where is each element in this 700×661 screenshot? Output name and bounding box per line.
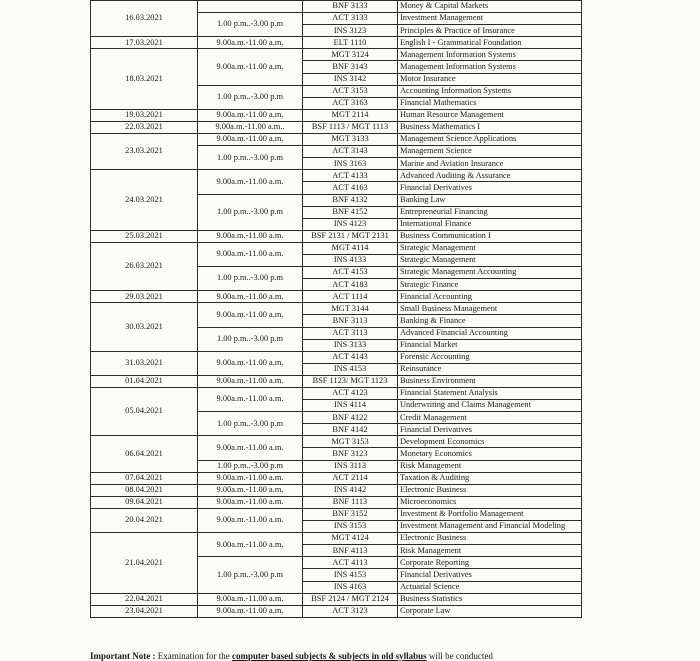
course-subject: Strategic Finance xyxy=(398,279,582,291)
course-code: INS 4153 xyxy=(303,569,398,581)
course-code: INS 3133 xyxy=(303,339,398,351)
course-code: INS 3163 xyxy=(303,158,398,170)
course-subject: Entrepreneurial Financing xyxy=(398,206,582,218)
exam-time: 1.00 p.m..-3.00 p.m xyxy=(198,194,303,230)
table-row xyxy=(91,37,582,49)
exam-date: 30.03.2021 xyxy=(91,303,198,351)
course-subject: Management Science Applications xyxy=(398,134,582,146)
course-code: MGT 3153 xyxy=(303,436,398,448)
course-subject: Electronic Business xyxy=(398,533,582,545)
course-subject: Management Science xyxy=(398,146,582,158)
course-subject: Financial Market xyxy=(398,339,582,351)
course-code: MGT 3144 xyxy=(303,303,398,315)
table-row xyxy=(91,351,582,363)
course-subject: Advanced Financial Accounting xyxy=(398,327,582,339)
course-code: MGT 3133 xyxy=(303,134,398,146)
course-subject: Human Resource Management xyxy=(398,109,582,121)
exam-date: 18.03.2021 xyxy=(91,49,198,109)
exam-timetable xyxy=(90,0,582,618)
exam-time: 9.00a.m.-11.00 a.m. xyxy=(198,242,303,266)
exam-date: 09.04.2021 xyxy=(91,496,198,508)
course-subject: Strategic Management Accounting xyxy=(398,267,582,279)
course-code: INS 4114 xyxy=(303,400,398,412)
exam-time: 9.00a.m.-11.00 a.m. xyxy=(198,109,303,121)
course-subject: Motor Insurance xyxy=(398,73,582,85)
exam-time: 9.00a.m.-11.00 a.m. xyxy=(198,593,303,605)
table-row xyxy=(91,242,582,254)
course-code: INS 3142 xyxy=(303,73,398,85)
course-subject: Investment Management and Financial Modeling xyxy=(398,521,582,533)
table-row xyxy=(91,593,582,605)
exam-date: 08.04.2021 xyxy=(91,484,198,496)
exam-time: 9.00a.m.-11.00 a.m. xyxy=(198,230,303,242)
exam-time: 9.00a.m.-11.00 a.m. xyxy=(198,436,303,460)
exam-time: 9.00a.m.-11.00 a.m. xyxy=(198,496,303,508)
table-row xyxy=(91,496,582,508)
course-subject: Strategic Management xyxy=(398,242,582,254)
course-code: MGT 3124 xyxy=(303,49,398,61)
course-subject: Advanced Auditing & Assurance xyxy=(398,170,582,182)
table-row xyxy=(91,303,582,315)
course-code: ACT 3113 xyxy=(303,327,398,339)
exam-date: 17.03.2021 xyxy=(91,37,198,49)
course-subject: Financial Accounting xyxy=(398,291,582,303)
exam-date: 07.04.2021 xyxy=(91,472,198,484)
table-row xyxy=(91,291,582,303)
exam-time: 9.00a.m.-11.00 a.m. xyxy=(198,533,303,557)
course-code: BSF 1123/ MGT 1123 xyxy=(303,375,398,387)
course-code: ACT 4183 xyxy=(303,279,398,291)
course-code: INS 3153 xyxy=(303,521,398,533)
course-code: BNF 3143 xyxy=(303,61,398,73)
exam-time xyxy=(198,1,303,13)
table-row xyxy=(91,134,582,146)
course-code: ELT 1110 xyxy=(303,37,398,49)
course-subject: Risk Management xyxy=(398,460,582,472)
course-subject: Investment & Portfolio Management xyxy=(398,508,582,520)
exam-date: 24.03.2021 xyxy=(91,170,198,230)
exam-date: 01.04.2021 xyxy=(91,375,198,387)
course-subject: Actuarial Science xyxy=(398,581,582,593)
exam-time: 9.00a.m.-11.00 a.m. xyxy=(198,605,303,617)
course-subject: English I - Grammatical Foundation xyxy=(398,37,582,49)
timetable-body xyxy=(91,1,582,618)
table-row xyxy=(91,109,582,121)
course-subject: Corporate Reporting xyxy=(398,557,582,569)
course-subject: Banking & Finance xyxy=(398,315,582,327)
exam-time: 9.00a.m.-11.00 a.m. xyxy=(198,472,303,484)
course-subject: Credit Management xyxy=(398,412,582,424)
exam-time: 1.00 p.m..-3.00 p.m xyxy=(198,267,303,291)
table-row xyxy=(91,605,582,617)
course-code: INS 3123 xyxy=(303,25,398,37)
exam-date: 25.03.2021 xyxy=(91,230,198,242)
course-subject: Microeconomics xyxy=(398,496,582,508)
table-row xyxy=(91,170,582,182)
course-code: BNF 3113 xyxy=(303,315,398,327)
exam-time: 9.00a.m.-11.00 a.m.. xyxy=(198,121,303,133)
course-code: BNF 4113 xyxy=(303,545,398,557)
exam-date: 05.04.2021 xyxy=(91,388,198,436)
course-subject: Money & Capital Markets xyxy=(398,1,582,13)
course-subject: Underwriting and Claims Management xyxy=(398,400,582,412)
course-code: MGT 2114 xyxy=(303,109,398,121)
course-subject: Accounting Information Systems xyxy=(398,85,582,97)
course-subject: Small Business Management xyxy=(398,303,582,315)
course-subject: Management Information Systems xyxy=(398,61,582,73)
exam-time: 1.00 p.m..-3.00 p.m xyxy=(198,557,303,593)
course-code: INS 4142 xyxy=(303,484,398,496)
course-subject: Development Economics xyxy=(398,436,582,448)
course-subject: Monetary Economics xyxy=(398,448,582,460)
table-row xyxy=(91,508,582,520)
note-text: Examination for the xyxy=(157,651,230,661)
exam-time: 9.00a.m.-11.00 a.m. xyxy=(198,37,303,49)
table-row xyxy=(91,1,582,13)
course-subject: Banking Law xyxy=(398,194,582,206)
course-subject: Business Mathematics I xyxy=(398,121,582,133)
course-code: BNF 4152 xyxy=(303,206,398,218)
exam-time: 9.00a.m.-11.00 a.m. xyxy=(198,303,303,327)
course-subject: International Finance xyxy=(398,218,582,230)
course-code: INS 4153 xyxy=(303,363,398,375)
exam-date: 21.04.2021 xyxy=(91,533,198,593)
course-code: ACT 3153 xyxy=(303,85,398,97)
course-code: BNF 1113 xyxy=(303,496,398,508)
exam-time: 1.00 p.m..-3.00 p.m xyxy=(198,146,303,170)
note-emphasis: computer based subjects & subjects in old syllabus xyxy=(231,651,427,661)
course-subject: Corporate Law xyxy=(398,605,582,617)
course-code: ACT 3133 xyxy=(303,13,398,25)
course-code: ACT 3163 xyxy=(303,97,398,109)
exam-date: 29.03.2021 xyxy=(91,291,198,303)
course-code: BNF 3152 xyxy=(303,508,398,520)
exam-time: 9.00a.m.-11.00 a.m. xyxy=(198,170,303,194)
exam-time: 1.00 p.m..-3.00 p.m xyxy=(198,13,303,37)
exam-time: 9.00a.m.-11.00 a.m. xyxy=(198,375,303,387)
course-code: ACT 3143 xyxy=(303,146,398,158)
exam-timetable-sheet xyxy=(90,0,581,618)
table-row xyxy=(91,230,582,242)
course-code: INS 4123 xyxy=(303,218,398,230)
course-code: BNF 3133 xyxy=(303,1,398,13)
course-code: INS 3113 xyxy=(303,460,398,472)
table-row xyxy=(91,49,582,61)
course-code: BSF 2124 / MGT 2124 xyxy=(303,593,398,605)
exam-time: 1.00 p.m..-3.00 p.m xyxy=(198,327,303,351)
course-code: ACT 4153 xyxy=(303,267,398,279)
course-subject: Financial Statement Analysis xyxy=(398,388,582,400)
course-code: ACT 4123 xyxy=(303,388,398,400)
course-subject: Financial Derivatives xyxy=(398,424,582,436)
course-code: BNF 4142 xyxy=(303,424,398,436)
exam-date: 20.04.2021 xyxy=(91,508,198,532)
course-code: ACT 1114 xyxy=(303,291,398,303)
table-row xyxy=(91,472,582,484)
course-code: ACT 4163 xyxy=(303,182,398,194)
note-label: Important Note : xyxy=(90,651,156,661)
table-row xyxy=(91,533,582,545)
exam-date: 26.03.2021 xyxy=(91,242,198,290)
exam-time: 1.00 p.m..-3.00 p.m xyxy=(198,85,303,109)
course-subject: Financial Derivatives xyxy=(398,569,582,581)
exam-time: 9.00a.m.-11.00 a.m. xyxy=(198,351,303,375)
course-code: MGT 4114 xyxy=(303,242,398,254)
course-code: BNF 4122 xyxy=(303,412,398,424)
exam-time: 9.00a.m.-11.00 a.m. xyxy=(198,134,303,146)
table-row xyxy=(91,484,582,496)
exam-date: 22.03.2021 xyxy=(91,121,198,133)
course-code: ACT 2114 xyxy=(303,472,398,484)
table-row xyxy=(91,375,582,387)
course-subject: Marine and Aviation Insurance xyxy=(398,158,582,170)
course-code: INS 4133 xyxy=(303,254,398,266)
course-subject: Management Information Systems xyxy=(398,49,582,61)
course-code: BNF 4132 xyxy=(303,194,398,206)
exam-time: 9.00a.m.-11.00 a.m. xyxy=(198,508,303,532)
exam-date: 23.04.2021 xyxy=(91,605,198,617)
course-code: BSF 2131 / MGT 2131 xyxy=(303,230,398,242)
course-subject: Taxation & Auditing xyxy=(398,472,582,484)
course-subject: Investment Management xyxy=(398,13,582,25)
exam-date: 06.04.2021 xyxy=(91,436,198,472)
course-subject: Strategic Management xyxy=(398,254,582,266)
exam-time: 9.00a.m.-11.00 a.m. xyxy=(198,49,303,85)
exam-time: 9.00a.m.-11.00 a.m. xyxy=(198,484,303,496)
course-subject: Financial Mathematics xyxy=(398,97,582,109)
course-code: INS 4163 xyxy=(303,581,398,593)
course-code: ACT 4143 xyxy=(303,351,398,363)
note-tail: will be conducted xyxy=(428,651,493,661)
table-row xyxy=(91,121,582,133)
exam-time: 1.00 p.m..-3.00 p.m xyxy=(198,460,303,472)
table-row xyxy=(91,388,582,400)
exam-date: 19.03.2021 xyxy=(91,109,198,121)
course-subject: Reinsurance xyxy=(398,363,582,375)
exam-date: 16.03.2021 xyxy=(91,1,198,37)
table-row xyxy=(91,436,582,448)
exam-date: 31.03.2021 xyxy=(91,351,198,375)
course-code: ACT 4133 xyxy=(303,170,398,182)
course-subject: Risk Management xyxy=(398,545,582,557)
course-subject: Business Statistics xyxy=(398,593,582,605)
course-subject: Business Communication I xyxy=(398,230,582,242)
course-code: MGT 4124 xyxy=(303,533,398,545)
exam-time: 1.00 p.m..-3.00 p.m xyxy=(198,412,303,436)
exam-date: 22.04.2021 xyxy=(91,593,198,605)
exam-time: 9.00a.m.-11.00 a.m. xyxy=(198,291,303,303)
course-subject: Forensic Accounting xyxy=(398,351,582,363)
course-code: BSF 1113 / MGT 1113 xyxy=(303,121,398,133)
course-subject: Business Environment xyxy=(398,375,582,387)
course-subject: Financial Derivatives xyxy=(398,182,582,194)
exam-time: 9.00a.m.-11.00 a.m. xyxy=(198,388,303,412)
course-subject: Principles & Practice of Insurance xyxy=(398,25,582,37)
course-subject: Electronic Business xyxy=(398,484,582,496)
exam-date: 23.03.2021 xyxy=(91,134,198,170)
course-code: ACT 3123 xyxy=(303,605,398,617)
course-code: BNF 3123 xyxy=(303,448,398,460)
course-code: ACT 4113 xyxy=(303,557,398,569)
